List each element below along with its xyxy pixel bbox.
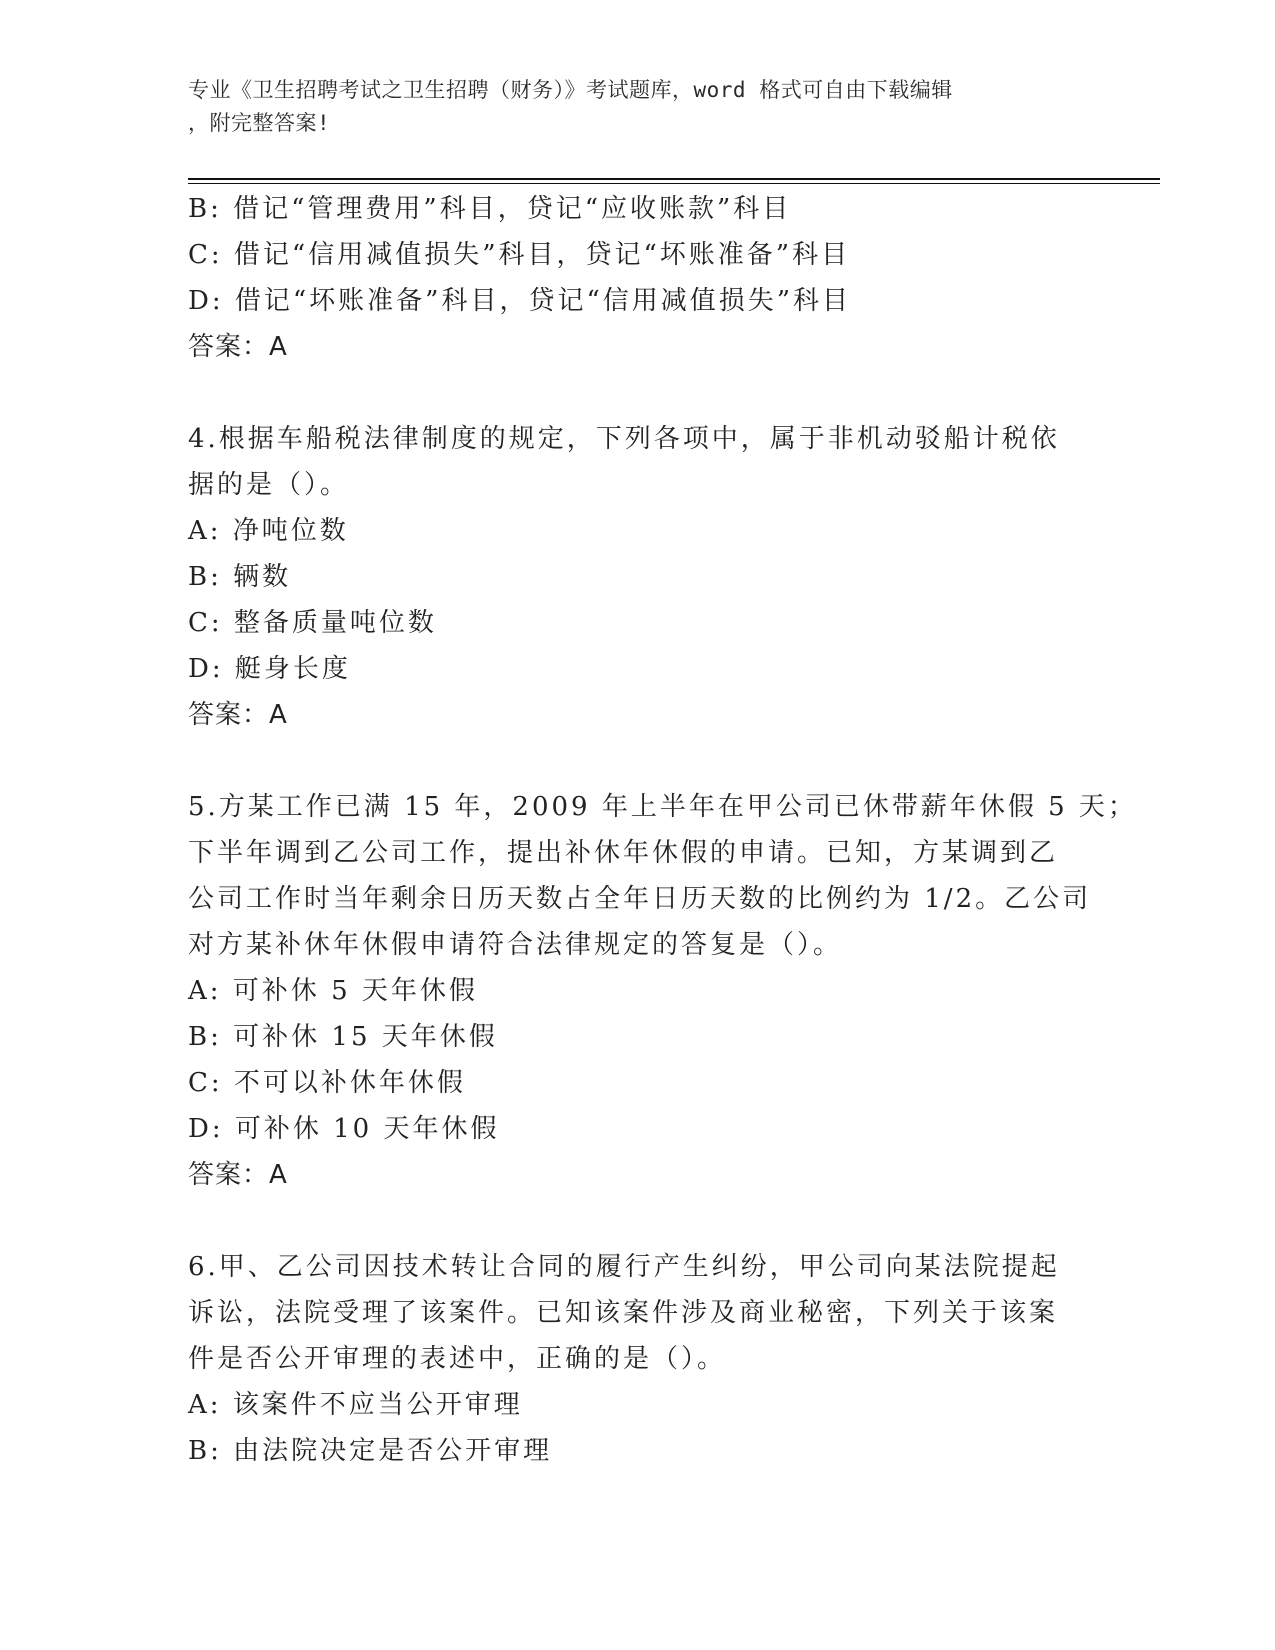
option-a: A: 可补休 5 天年休假 — [188, 976, 478, 1006]
question-6 — [188, 1244, 1088, 1474]
option-d: D: 艇身长度 — [188, 654, 351, 684]
header-line-2: ，附完整答案! — [188, 111, 331, 135]
option-b: B: 辆数 — [188, 562, 292, 592]
option-b: B: 借记“管理费用”科目，贷记“应收账款”科目 — [188, 194, 792, 224]
option-d: D: 借记“坏账准备”科目，贷记“信用减值损失”科目 — [188, 286, 852, 316]
option-c: C: 不可以补休年休假 — [188, 1068, 466, 1098]
document-header — [188, 74, 1068, 140]
question-5 — [188, 784, 1137, 1198]
question-stem-line: 件是否公开审理的表述中，正确的是（）。 — [188, 1344, 727, 1374]
question-stem-line: 公司工作时当年剩余日历天数占全年日历天数的比例约为 1/2。乙公司 — [188, 884, 1092, 914]
question-stem-line: 5.方某工作已满 15 年，2009 年上半年在甲公司已休带薪年休假 5 天； — [188, 792, 1137, 822]
header-divider-thick — [188, 178, 1160, 180]
option-d: D: 可补休 10 天年休假 — [188, 1114, 500, 1144]
question-3 — [188, 186, 1088, 370]
option-a: A: 净吨位数 — [188, 516, 349, 546]
header-line-1: 专业《卫生招聘考试之卫生招聘（财务）》考试题库，word 格式可自由下载编辑 — [188, 78, 953, 102]
option-b: B: 由法院决定是否公开审理 — [188, 1436, 553, 1466]
question-stem-line: 对方某补休年休假申请符合法律规定的答复是（）。 — [188, 930, 843, 960]
question-stem-line: 据的是（）。 — [188, 470, 350, 500]
option-c: C: 整备质量吨位数 — [188, 608, 437, 638]
header-divider-thin — [188, 183, 1160, 184]
question-4 — [188, 416, 1088, 738]
option-c: C: 借记“信用减值损失”科目，贷记“坏账准备”科目 — [188, 240, 851, 270]
option-a: A: 该案件不应当公开审理 — [188, 1390, 523, 1420]
option-b: B: 可补休 15 天年休假 — [188, 1022, 498, 1052]
question-stem-line: 下半年调到乙公司工作，提出补休年休假的申请。已知，方某调到乙 — [188, 838, 1059, 868]
question-stem-line: 6.甲、乙公司因技术转让合同的履行产生纠纷，甲公司向某法院提起 — [188, 1252, 1060, 1282]
question-stem-line: 诉讼，法院受理了该案件。已知该案件涉及商业秘密，下列关于该案 — [188, 1298, 1059, 1328]
answer: 答案：A — [188, 332, 288, 362]
answer: 答案：A — [188, 1160, 288, 1190]
question-stem-line: 4.根据车船税法律制度的规定，下列各项中，属于非机动驳船计税依 — [188, 424, 1060, 454]
question-content — [188, 186, 1137, 1474]
answer: 答案：A — [188, 700, 288, 730]
